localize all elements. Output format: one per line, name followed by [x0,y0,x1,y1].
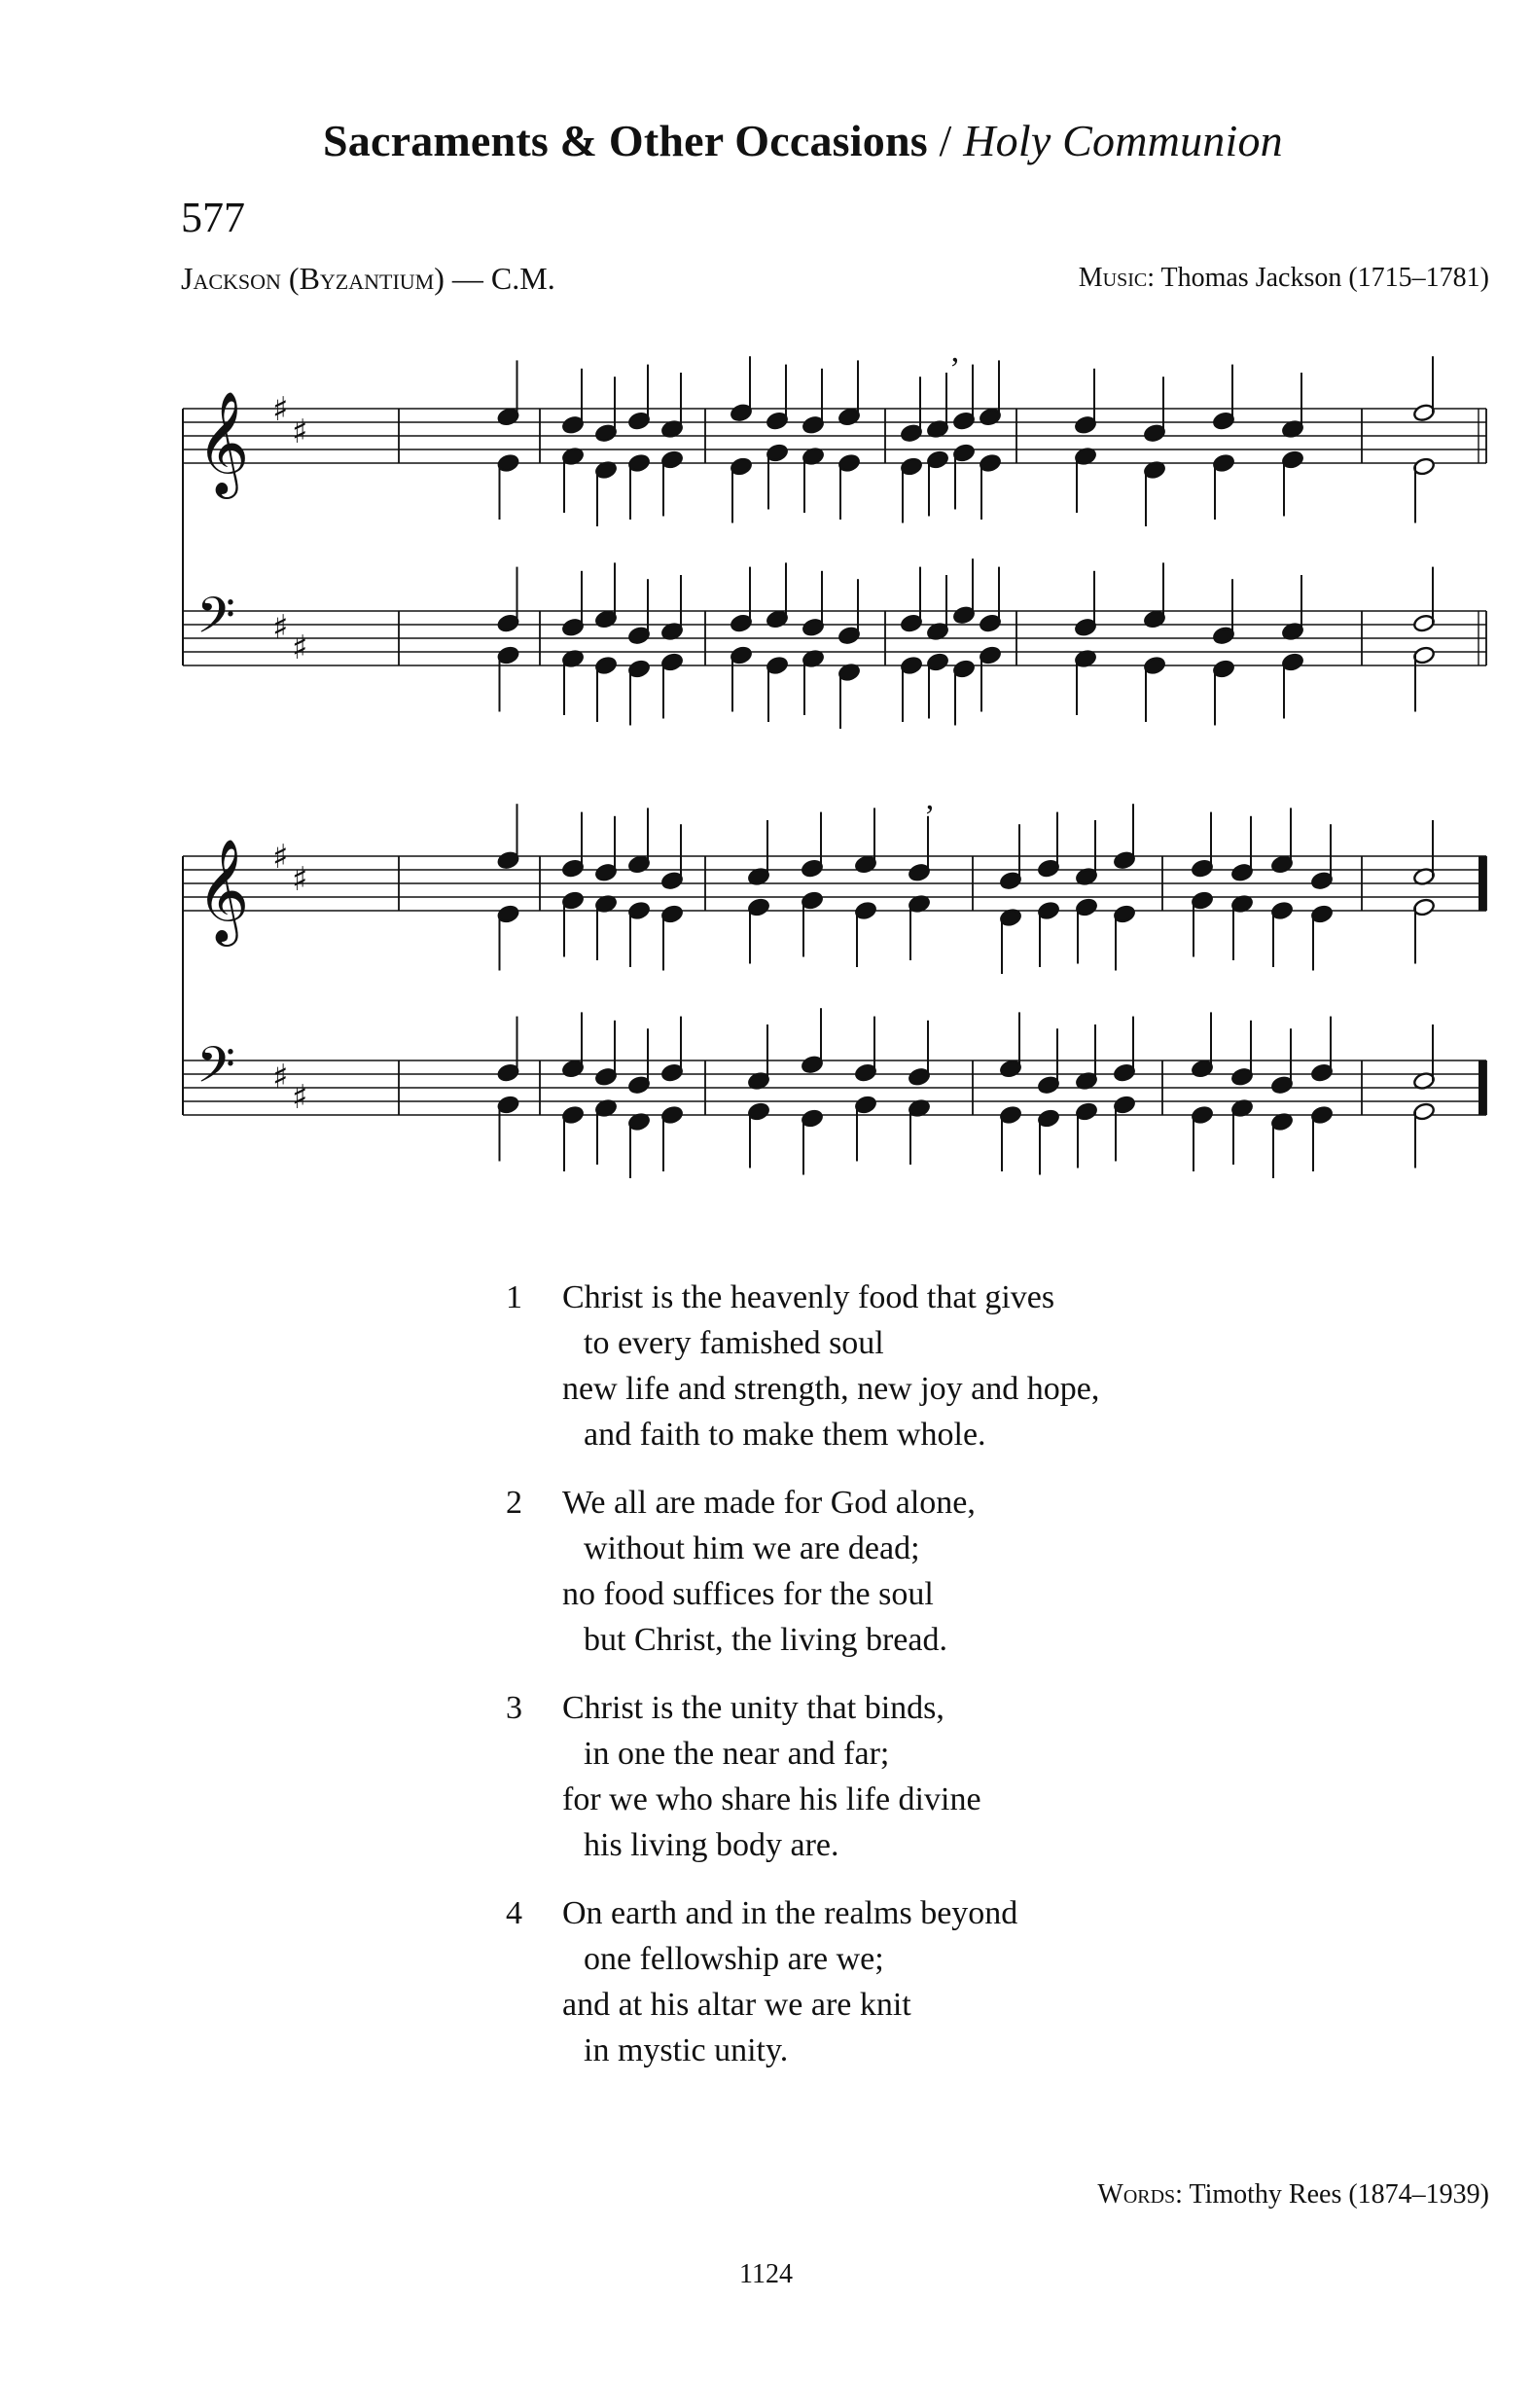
tune-meter: — C.M. [451,261,555,296]
sharp-icon: ♯ [292,413,308,451]
verse-line: and at his altar we are knit [562,1987,911,2023]
verse-line: to every famished soul [584,1325,884,1361]
verse-line: Christ is the unity that binds, [562,1690,944,1726]
sharp-icon: ♯ [292,860,308,899]
verse-line: in mystic unity. [584,2032,789,2068]
verse-line: new life and strength, new joy and hope, [562,1371,1100,1407]
verse-number: 1 [506,1279,522,1315]
score-system [183,799,1486,1178]
subsection-title: Holy Communion [963,116,1283,165]
treble-staff [183,390,1486,499]
final-barline [1479,1060,1486,1115]
treble-clef-icon: 𝄞 [196,838,250,942]
sharp-icon: ♯ [272,608,289,647]
verse-line: We all are made for God alone, [562,1485,976,1521]
verse-line: for we who share his life divine [562,1781,981,1817]
breath-mark-icon: ’ [924,799,936,835]
sharp-icon: ♯ [292,629,308,667]
sharp-icon: ♯ [272,390,289,429]
bass-clef-icon: 𝄢 [196,1035,235,1106]
treble-clef-icon: 𝄞 [196,390,250,494]
verse-line: his living body are. [584,1827,839,1863]
section-title: Sacraments & Other Occasions [323,116,928,165]
verse-line: in one the near and far; [584,1736,890,1772]
verse-line: but Christ, the living bread. [584,1622,947,1658]
breath-mark-icon: ’ [949,351,961,387]
music-credit-label: Music: [1078,263,1155,293]
verse-line: Christ is the heavenly food that gives [562,1279,1055,1315]
verses [506,1275,1099,2096]
sharp-icon: ♯ [272,838,289,877]
verse-line: one fellowship are we; [584,1941,884,1977]
verse [506,1890,1099,2073]
hymn-number: 577 [181,194,245,241]
verse [506,1275,1099,1457]
verse [506,1480,1099,1663]
sharp-icon: ♯ [292,1078,308,1117]
verse-line: On earth and in the realms beyond [562,1895,1018,1931]
section-separator: / [939,116,952,165]
page-number: 1124 [739,2259,793,2289]
music-credit-name: Thomas Jackson (1715–1781) [1160,263,1489,293]
sharp-icon: ♯ [272,1058,289,1096]
words-credit [1097,2179,1489,2210]
tune-name: Jackson (Byzantium) [181,261,445,296]
score-system [183,351,1486,729]
verse-line: without him we are dead; [584,1530,920,1566]
bass-clef-icon: 𝄢 [196,586,235,657]
words-credit-name: Timothy Rees (1874–1939) [1189,2179,1489,2210]
final-barline [1479,856,1486,911]
verse-number: 2 [506,1485,522,1521]
verse-line: no food suffices for the soul [562,1576,934,1612]
verse [506,1685,1099,1868]
verse-number: 4 [506,1895,522,1931]
verse-number: 3 [506,1690,522,1726]
words-credit-label: Words: [1097,2179,1183,2210]
verse-line: and faith to make them whole. [584,1417,986,1453]
